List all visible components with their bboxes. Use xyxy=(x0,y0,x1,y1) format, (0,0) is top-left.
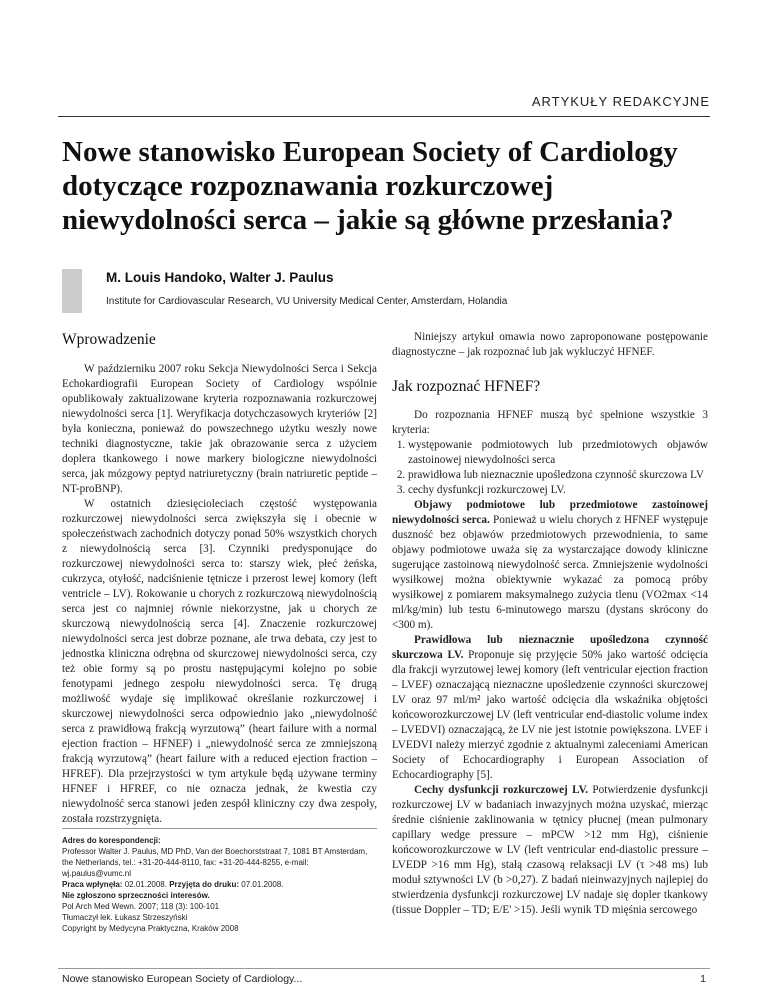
article-title: Nowe stanowisko European Society of Cardiology dotyczące rozpoznawania rozkurczowej niewydolności serca – jakie są główne przesłania? xyxy=(62,136,678,236)
list-item: 1. występowanie podmiotowych lub przedmiotowych objawów zastoinowej niewydolności serca xyxy=(408,438,708,468)
accepted-label: Przyjęta do druku: xyxy=(169,880,240,889)
correspondence-label: Adres do korespondencji: xyxy=(62,836,161,845)
footer-rule xyxy=(58,968,710,969)
running-title: Nowe stanowisko European Society of Cardiology... xyxy=(62,973,303,985)
paragraph xyxy=(392,498,708,633)
paragraph: Do rozpoznania HFNEF muszą być spełnione wszystkie 3 kryteria: xyxy=(392,409,708,436)
subheading: Objawy podmiotowe lub przedmiotowe zastoinowej niewydolności serca. xyxy=(392,499,708,526)
paragraph-text: Potwierdzenie dysfunkcji rozkurczowej LV w badaniach inwazyjnych można uzyskać, mierząc średnie ciśnienie zaklinowania w tętnicy płucnej (mean pulmonary capillary wedge pressure – mPCW >12 mm Hg), ciśnienie końcoworozkurczowe w LV (left ventricular end-diastolic pressure – LVEDP >16 mm Hg), stałą czasową relaksacji LV (τ >48 ms) lub moduł sztywności LV (b >0,27). Z badań nieinwazyjnych najlepiej do stwierdzenia dysfunkcji rozkurczowej LV nadaje się dopler tkankowy (tissue Doppler – TD; E/E' >15). Jeśli wynik TD mięśnia sercowego xyxy=(392,784,708,916)
correspondence-box xyxy=(62,828,377,934)
introduction-text xyxy=(62,362,377,827)
paragraph xyxy=(392,633,708,783)
authors: M. Louis Handoko, Walter J. Paulus xyxy=(106,270,334,285)
list-item: 2. prawidłowa lub nieznacznie upośledzona czynność skurczowa LV xyxy=(408,468,708,483)
diagnosis-text xyxy=(392,408,708,918)
accepted-date: 07.01.2008. xyxy=(241,880,284,889)
copyright: Copyright by Medycyna Praktyczna, Kraków 2008 xyxy=(62,924,239,933)
correspondence-address: Professor Walter J. Paulus, MD PhD, Van der Boechorststraat 7, 1081 BT Amsterdam, the Netherlands, tel.: +31-20-444-8110, fax: +31-20-444-8255, e-mail: wj.paulus@vumc.nl xyxy=(62,847,368,878)
paragraph: W październiku 2007 roku Sekcja Niewydolności Serca i Sekcja Echokardiografii European Society of Cardiology wspólnie opublikowały zaktualizowane kryteria rozpoznawania rozkurczowej niewydolności serca [1]. Weryfikacja dotychczasowych kryteriów [2] była konieczna, ponieważ do powszechnego użytku weszły nowe techniki diagnostyczne, takie jak obrazowanie serca z użyciem doplera tkankowego i nowe markery biologiczne niewydolności serca, jak mózgowy peptyd natriuretyczny (brain natriuretic peptide – NT-proBNP). xyxy=(62,363,377,495)
section-label: ARTYKUŁY REDAKCYJNE xyxy=(531,94,710,109)
section-heading-diagnosis: Jak rozpoznać HFNEF? xyxy=(392,378,541,395)
page-number: 1 xyxy=(700,973,706,985)
affiliation: Institute for Cardiovascular Research, VU University Medical Center, Amsterdam, Holandia xyxy=(106,296,508,307)
subheading: Prawidłowa lub nieznacznie upośledzona czynność skurczowa LV. xyxy=(392,634,708,661)
list-item: 3. cechy dysfunkcji rozkurczowej LV. xyxy=(408,483,708,498)
subheading: Cechy dysfunkcji rozkurczowej LV. xyxy=(414,784,589,796)
criteria-list xyxy=(392,438,708,498)
left-column xyxy=(62,330,377,827)
received-date: 02.01.2008. xyxy=(124,880,167,889)
paragraph: Niniejszy artykuł omawia nowo zaproponowane postępowanie diagnostyczne – jak rozpoznać lub jak wykluczyć HFNEF. xyxy=(392,331,708,358)
paragraph-text: Ponieważ u wielu chorych z HFNEF występuje duszność bez objawów przedmiotowych przewodnienia, to same objawy podmiotowe uważa się za wystarczające dowody kliniczne sugerujące zastoinową niewydolność serca. Zmniejszenie wydolności wysiłkowej można obiektywnie wykazać za pomocą próby wysiłkowej z pomiarem maksymalnego zużycia tlenu (VO2max <14 ml/kg/min) lub testu 6-minutowego marszu (dystans skrócony do <300 m). xyxy=(392,514,708,631)
paragraph xyxy=(392,783,708,918)
header-rule xyxy=(58,116,710,117)
paragraph: W ostatnich dziesięcioleciach częstość występowania rozkurczowej niewydolności serca zwiększyła się i obecnie w społeczeństwach zachodnich dotyczy ponad 50% wszystkich chorych z niewydolnością serca [3]. Czynniki predysponujące do rozkurczowej niewydolności serca to: starszy wiek, płeć żeńska, cukrzyca, otyłość, nadciśnienie tętnicze i przerost lewej komory (left ventricle – LV). Rokowanie u chorych z rozkurczową niewydolnością serca jest co najmniej równie niekorzystne, jak u chorych ze skurczową niewydolnością serca [4]. Znaczenie rozkurczowej niewydolności serca jest dobrze poznane, ale trwa debata, czy jest to jednostka kliniczna odrębna od skurczowej niewydolności serca, czy też obie formy są po prostu następującymi kolejno po sobie fenotypami jednego zespołu niewydolności serca. Tę drugą możliwość wydaje się implikować określanie rozkurczowej i skurczowej niewydolności serca odpowiednio jako „niewydolność serca z prawidłową frakcją wyrzutową” (heart failure with a normal ejection fraction – HFNEF) i „niewydolność serca ze zmniejszoną frakcją wyrzutową” (heart failure with a reduced ejection fraction – HFREF). Dla przejrzystości w tym artykule będą używane terminy HFNEF i HFREF, co nie oznacza jednak, że kwestia czy niewydolność serca stanowi jeden zespół kliniczny czy dwa zespoły, została rozstrzygnięta. xyxy=(62,498,377,825)
received-label: Praca wpłynęła: xyxy=(62,880,123,889)
citation: Pol Arch Med Wewn. 2007; 118 (3): 100-101 xyxy=(62,902,220,911)
right-column xyxy=(392,330,708,918)
translator: Tłumaczył lek. Łukasz Strzeszyński xyxy=(62,913,188,922)
author-marker xyxy=(62,269,82,313)
conflict-statement: Nie zgłoszono sprzeczności interesów. xyxy=(62,891,210,900)
paragraph-text: Proponuje się przyjęcie 50% jako wartość odcięcia dla frakcji wyrzutowej lewej komory (left ventricular ejection fraction – LVEF) oznaczającą nieznaczne upośledzenie czynności skurczowej LV oraz 97 ml/m² jako wartość odcięcia dla wskaźnika objętości końcoworozkurczowej LV (left ventricular end-diastolic volume index – LVEDVI) oznaczającą, że LV nie jest istotnie powiększona. LVEF i LVEDVI należy mierzyć zgodnie z aktualnymi zaleceniami American Society of Echocardiography i European Association of Echocardiography [5]. xyxy=(392,649,708,781)
section-heading-introduction: Wprowadzenie xyxy=(62,331,156,348)
